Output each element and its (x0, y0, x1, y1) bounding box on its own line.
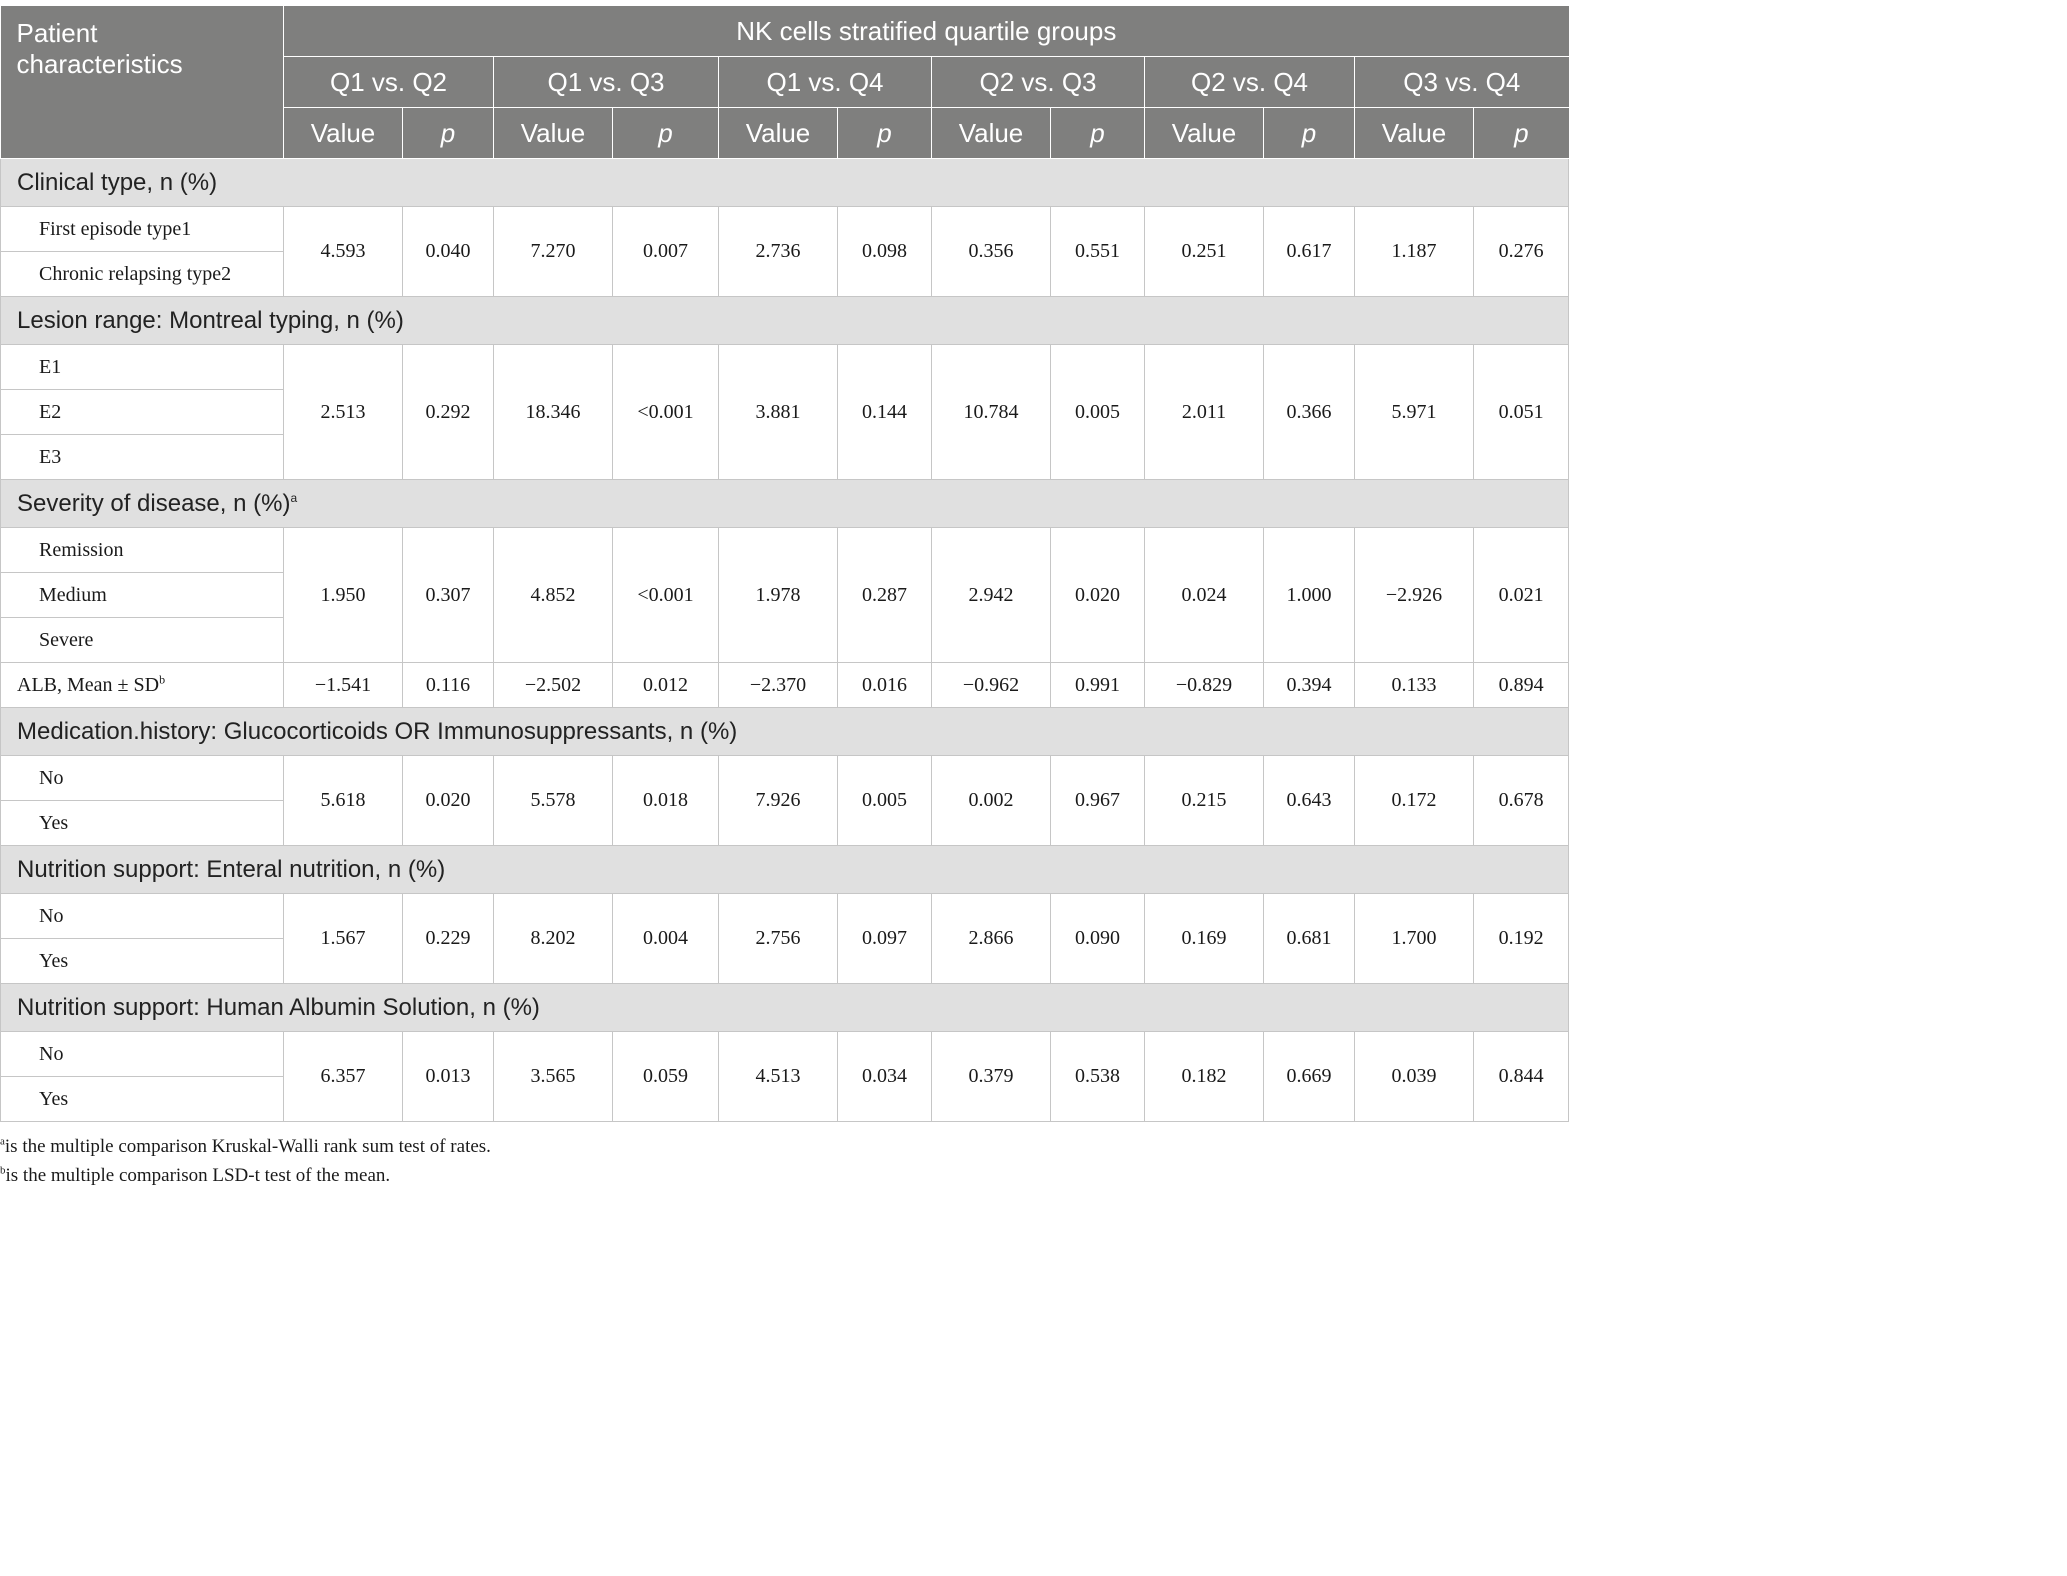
value-cell: 5.578 (494, 756, 613, 846)
p-header: p (1264, 108, 1355, 159)
table-row (1, 345, 1569, 390)
section-title-text: Nutrition support: Human Albumin Solution, n (%) (17, 993, 540, 1021)
p-value-cell: 0.018 (613, 756, 719, 846)
comparison-header: Q2 vs. Q4 (1145, 57, 1355, 108)
p-value-cell: 0.144 (838, 345, 932, 480)
table-header (1, 6, 1569, 159)
section-title (1, 159, 1569, 207)
p-value-cell: 0.098 (838, 207, 932, 297)
p-value-cell: 0.292 (403, 345, 494, 480)
p-value-cell: 0.276 (1474, 207, 1569, 297)
value-cell: 8.202 (494, 894, 613, 984)
p-value-cell: 0.116 (403, 663, 494, 708)
value-cell: 4.513 (719, 1032, 838, 1122)
section-row (1, 708, 1569, 756)
p-value-cell: 0.643 (1264, 756, 1355, 846)
value-cell: 2.756 (719, 894, 838, 984)
value-cell: 0.215 (1145, 756, 1264, 846)
row-label: Severe (1, 618, 284, 663)
p-value-cell: 0.229 (403, 894, 494, 984)
value-cell: 3.881 (719, 345, 838, 480)
value-cell: 3.565 (494, 1032, 613, 1122)
p-value-cell: 0.844 (1474, 1032, 1569, 1122)
p-value-cell: 0.090 (1051, 894, 1145, 984)
value-cell: 10.784 (932, 345, 1051, 480)
value-header: Value (284, 108, 403, 159)
p-value-cell: 0.192 (1474, 894, 1569, 984)
p-value-cell: 0.051 (1474, 345, 1569, 480)
results-table (0, 6, 1569, 1122)
p-header: p (403, 108, 494, 159)
value-cell: 0.133 (1355, 663, 1474, 708)
table-row (1, 207, 1569, 252)
p-value-cell: 0.040 (403, 207, 494, 297)
value-cell: 18.346 (494, 345, 613, 480)
table-row (1, 528, 1569, 573)
section-title (1, 297, 1569, 345)
p-value-cell: 0.097 (838, 894, 932, 984)
value-cell: 1.567 (284, 894, 403, 984)
value-cell: 2.736 (719, 207, 838, 297)
p-value-cell: 0.617 (1264, 207, 1355, 297)
p-value-cell: 0.012 (613, 663, 719, 708)
comparison-header: Q1 vs. Q3 (494, 57, 719, 108)
p-header: p (613, 108, 719, 159)
value-cell: 5.618 (284, 756, 403, 846)
p-value-cell: 0.967 (1051, 756, 1145, 846)
value-cell: 4.852 (494, 528, 613, 663)
comparison-header: Q3 vs. Q4 (1355, 57, 1569, 108)
section-title-text: Clinical type, n (%) (17, 168, 218, 196)
table-row (1, 663, 1569, 708)
p-value-cell: 0.016 (838, 663, 932, 708)
value-header: Value (494, 108, 613, 159)
table-row (1, 1032, 1569, 1077)
value-cell: 4.593 (284, 207, 403, 297)
p-value-cell: 0.394 (1264, 663, 1355, 708)
footnote-marker: b (159, 671, 166, 686)
section-title-text: Medication.history: Glucocorticoids OR Immunosuppressants, n (%) (17, 717, 738, 745)
p-value-cell: 0.007 (613, 207, 719, 297)
p-value-cell: 0.020 (1051, 528, 1145, 663)
row-label: Remission (1, 528, 284, 573)
value-cell: 0.002 (932, 756, 1051, 846)
value-header: Value (1145, 108, 1264, 159)
section-row (1, 480, 1569, 528)
p-value-cell: 0.059 (613, 1032, 719, 1122)
row-label: No (1, 756, 284, 801)
section-row (1, 159, 1569, 207)
value-header: Value (719, 108, 838, 159)
p-header: p (1474, 108, 1569, 159)
value-cell: 6.357 (284, 1032, 403, 1122)
p-value-cell: 0.894 (1474, 663, 1569, 708)
p-value-cell: 0.681 (1264, 894, 1355, 984)
section-title (1, 708, 1569, 756)
p-value-cell: 1.000 (1264, 528, 1355, 663)
row-label: Yes (1, 1077, 284, 1122)
comparison-header: Q2 vs. Q3 (932, 57, 1145, 108)
value-cell: 5.971 (1355, 345, 1474, 480)
value-header: Value (932, 108, 1051, 159)
p-value-cell: <0.001 (613, 528, 719, 663)
row-label: Medium (1, 573, 284, 618)
section-title (1, 480, 1569, 528)
value-cell: 1.950 (284, 528, 403, 663)
section-title (1, 846, 1569, 894)
value-cell: 0.379 (932, 1032, 1051, 1122)
p-value-cell: 0.678 (1474, 756, 1569, 846)
section-title-text: Severity of disease, n (%) (17, 489, 291, 517)
table-row (1, 756, 1569, 801)
value-cell: 1.978 (719, 528, 838, 663)
p-value-cell: 0.005 (838, 756, 932, 846)
section-title (1, 984, 1569, 1032)
section-row (1, 984, 1569, 1032)
p-value-cell: 0.004 (613, 894, 719, 984)
comparison-header: Q1 vs. Q4 (719, 57, 932, 108)
value-cell: −2.926 (1355, 528, 1474, 663)
value-cell: 1.700 (1355, 894, 1474, 984)
footnote-a: $^a$is the multiple comparison Kruskal-Walli rank sum test of rates. (0, 1135, 491, 1157)
p-value-cell: 0.020 (403, 756, 494, 846)
row-label: No (1, 894, 284, 939)
value-cell: 7.270 (494, 207, 613, 297)
comparison-header: Q1 vs. Q2 (284, 57, 494, 108)
value-header: Value (1355, 108, 1474, 159)
value-cell: 0.172 (1355, 756, 1474, 846)
p-value-cell: 0.287 (838, 528, 932, 663)
value-cell: −0.829 (1145, 663, 1264, 708)
value-cell: 0.356 (932, 207, 1051, 297)
value-cell: 0.039 (1355, 1032, 1474, 1122)
value-cell: 0.024 (1145, 528, 1264, 663)
group-title-header: NK cells stratified quartile groups (284, 6, 1569, 57)
value-cell: 2.866 (932, 894, 1051, 984)
section-row (1, 297, 1569, 345)
value-cell: 1.187 (1355, 207, 1474, 297)
value-cell: 7.926 (719, 756, 838, 846)
value-cell: 2.011 (1145, 345, 1264, 480)
row-label: ALB, Mean ± $SD^b$ (1, 663, 284, 708)
footnote-marker: a (290, 490, 298, 505)
p-header: p (1051, 108, 1145, 159)
p-value-cell: 0.991 (1051, 663, 1145, 708)
table-body (1, 159, 1569, 1122)
row-label: No (1, 1032, 284, 1077)
p-value-cell: 0.538 (1051, 1032, 1145, 1122)
row-label: E1 (1, 345, 284, 390)
value-cell: 0.169 (1145, 894, 1264, 984)
value-cell: −2.502 (494, 663, 613, 708)
p-header: p (838, 108, 932, 159)
p-value-cell: 0.551 (1051, 207, 1145, 297)
row-label: E3 (1, 435, 284, 480)
value-cell: −2.370 (719, 663, 838, 708)
row-label: Yes (1, 801, 284, 846)
value-cell: −1.541 (284, 663, 403, 708)
section-row (1, 846, 1569, 894)
p-value-cell: 0.034 (838, 1032, 932, 1122)
p-value-cell: 0.021 (1474, 528, 1569, 663)
value-cell: −0.962 (932, 663, 1051, 708)
p-value-cell: 0.366 (1264, 345, 1355, 480)
section-title-text: Lesion range: Montreal typing, n (%) (17, 306, 404, 334)
value-cell: 2.513 (284, 345, 403, 480)
value-cell: 0.182 (1145, 1032, 1264, 1122)
p-value-cell: <0.001 (613, 345, 719, 480)
row-label: Chronic relapsing type2 (1, 252, 284, 297)
p-value-cell: 0.669 (1264, 1032, 1355, 1122)
footnote-b: $^b$is the multiple comparison LSD-t test of the mean. (0, 1164, 391, 1186)
p-value-cell: 0.013 (403, 1032, 494, 1122)
p-value-cell: 0.005 (1051, 345, 1145, 480)
row-label: First episode type1 (1, 207, 284, 252)
value-cell: 0.251 (1145, 207, 1264, 297)
table-row (1, 894, 1569, 939)
patient-characteristics-header: Patient characteristics (1, 6, 284, 159)
section-title-text: Nutrition support: Enteral nutrition, n (%) (17, 855, 446, 883)
value-cell: 2.942 (932, 528, 1051, 663)
row-label: Yes (1, 939, 284, 984)
row-label: E2 (1, 390, 284, 435)
p-value-cell: 0.307 (403, 528, 494, 663)
